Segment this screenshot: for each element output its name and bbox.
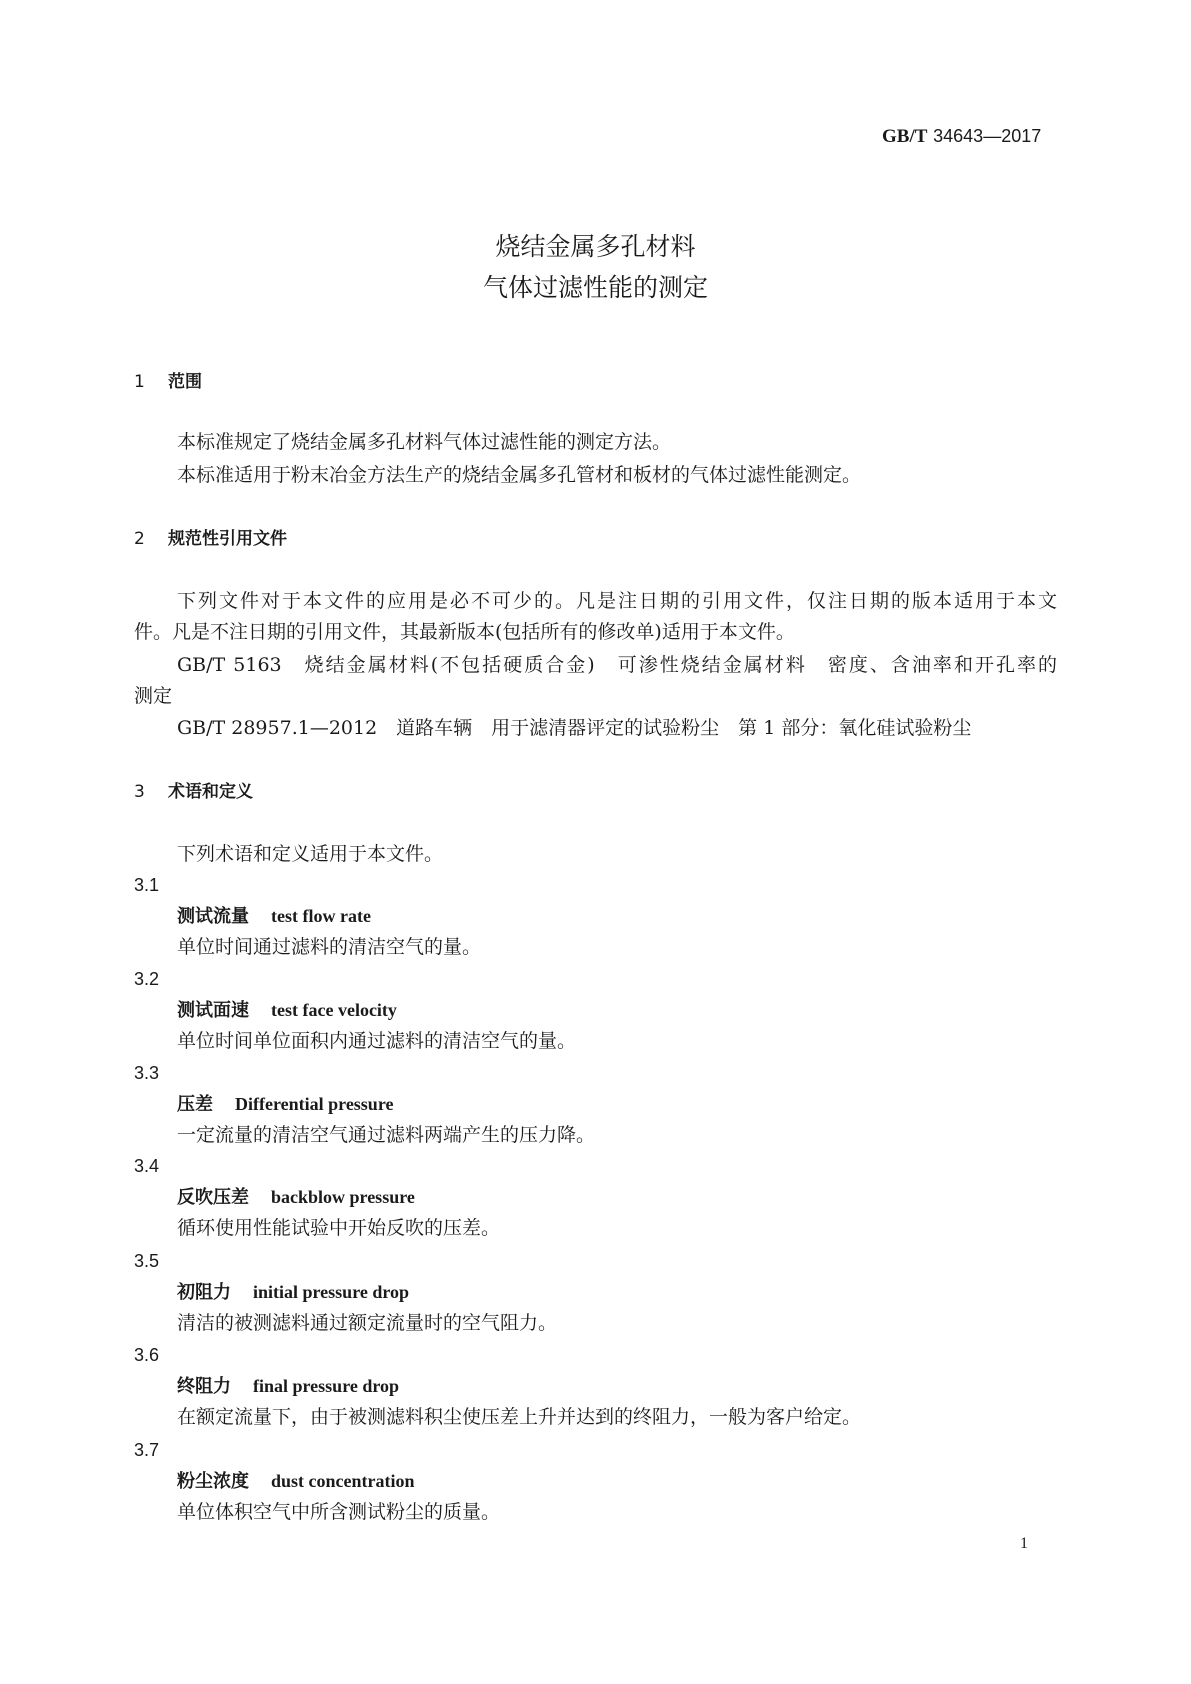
reference-item-cont: 测定 — [134, 685, 173, 707]
term-definition: 循环使用性能试验中开始反吹的压差。 — [177, 1217, 501, 1240]
term-number: 3.5 — [134, 1250, 160, 1271]
paragraph: 本标准适用于粉末冶金方法生产的烧结金属多孔管材和板材的气体过滤性能测定。 — [177, 464, 862, 486]
term-en: test face velocity — [271, 999, 397, 1020]
term-number: 3.3 — [134, 1063, 160, 1083]
term-zh: 反吹压差 — [177, 1187, 249, 1209]
term-zh: 压差 — [177, 1094, 213, 1115]
term-title — [177, 1280, 409, 1305]
term-definition: 单位时间单位面积内通过滤料的清洁空气的量。 — [177, 1029, 577, 1052]
title-line-1: 烧结金属多孔材料 — [495, 232, 696, 261]
term-definition: 在额定流量下，由于被测滤料积尘使压差上升并达到的终阻力，一般为客户给定。 — [177, 1406, 862, 1429]
term-definition: 单位体积空气中所含测试粉尘的质量。 — [177, 1500, 501, 1523]
term-en: test flow rate — [271, 906, 371, 927]
section-heading: 3 术语和定义 — [134, 782, 253, 802]
term-en: dust concentration — [271, 1470, 415, 1491]
page-number: 1 — [1020, 1535, 1028, 1552]
term-zh: 初阻力 — [177, 1281, 231, 1303]
term-zh: 测试面速 — [177, 999, 249, 1021]
term-number: 3.2 — [134, 968, 160, 989]
term-en: Differential pressure — [235, 1094, 394, 1114]
term-title — [177, 1185, 415, 1210]
term-number: 3.6 — [134, 1345, 160, 1366]
term-definition: 清洁的被测滤料通过额定流量时的空气阻力。 — [177, 1311, 558, 1334]
section-heading: 2 规范性引用文件 — [134, 529, 287, 549]
term-number: 3.1 — [134, 875, 160, 896]
term-title — [177, 1092, 393, 1117]
reference-item: GB/T 28957.1—2012 道路车辆 用于滤清器评定的试验粉尘 第 1 部分：氧化硅试验粉尘 — [177, 717, 972, 739]
term-definition: 一定流量的清洁空气通过滤料两端产生的压力降。 — [177, 1124, 596, 1146]
term-title — [177, 1469, 415, 1494]
section-heading: 1 范围 — [134, 372, 202, 392]
term-definition: 单位时间通过滤料的清洁空气的量。 — [177, 936, 482, 959]
paragraph: 本标准规定了烧结金属多孔材料气体过滤性能的测定方法。 — [177, 431, 672, 453]
paragraph: 下列术语和定义适用于本文件。 — [177, 843, 444, 865]
term-zh: 测试流量 — [177, 906, 249, 928]
title-line-2: 气体过滤性能的测定 — [482, 273, 708, 302]
term-zh: 终阻力 — [177, 1376, 231, 1398]
term-number: 3.4 — [134, 1156, 160, 1177]
term-zh: 粉尘浓度 — [177, 1470, 249, 1492]
term-en: backblow pressure — [271, 1187, 415, 1208]
term-number: 3.7 — [134, 1439, 160, 1460]
reference-item: GB/T 5163 烧结金属材料(不包括硬质合金) 可渗性烧结金属材料 密度、含油率和开孔率的 — [177, 654, 1057, 676]
term-title — [177, 1374, 399, 1399]
term-en: initial pressure drop — [253, 1281, 410, 1302]
term-en: final pressure drop — [253, 1376, 400, 1397]
paragraph-line: 件。凡是不注日期的引用文件，其最新版本(包括所有的修改单)适用于本文件。 — [134, 621, 795, 643]
standard-code: GB/T 34643—2017 — [882, 126, 1042, 147]
term-title — [177, 904, 371, 929]
paragraph-line: 下列文件对于本文件的应用是必不可少的。凡是注日期的引用文件，仅注日期的版本适用于本文 — [177, 590, 1057, 612]
term-title — [177, 998, 397, 1023]
